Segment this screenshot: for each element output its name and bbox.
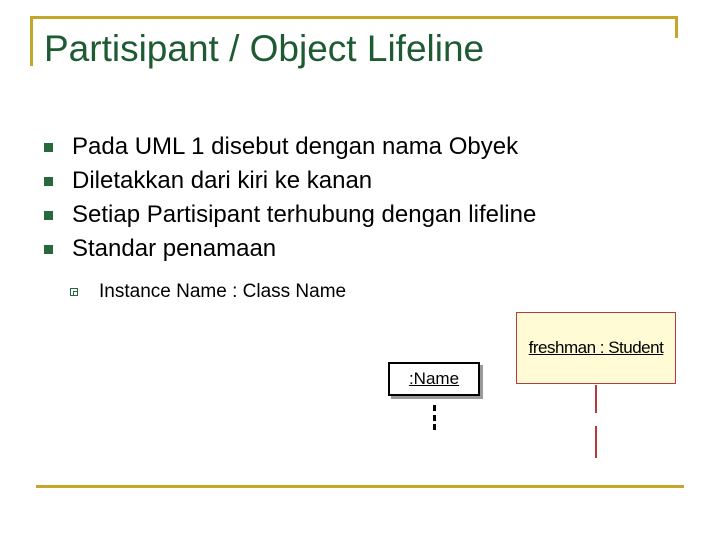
- square-bullet-icon: [44, 211, 53, 220]
- sub-bullet-item: [70, 280, 346, 304]
- lifeline-dash: [433, 415, 436, 421]
- object-box: [516, 312, 676, 384]
- frame-top-rule: [30, 16, 678, 19]
- bullet-text: Diletakkan dari kiri ke kanan: [72, 167, 373, 194]
- lifeline-dash: [433, 424, 436, 430]
- object-label: freshman : Student: [528, 338, 664, 357]
- square-bullet-icon: [44, 245, 53, 254]
- bullet-list: [44, 132, 536, 268]
- uml-lifeline-example-student: [516, 312, 676, 384]
- bullet-item: [44, 166, 536, 200]
- slide-title: Partisipant / Object Lifeline: [44, 28, 485, 69]
- uml-lifeline-example-name: [388, 362, 480, 396]
- frame-bottom-rule: [36, 485, 684, 488]
- object-box: [388, 362, 480, 396]
- square-bullet-icon: [44, 177, 53, 186]
- bullet-text: Pada UML 1 disebut dengan nama Obyek: [72, 133, 519, 160]
- lifeline-dash: [433, 405, 436, 411]
- sub-bullet-text: Instance Name : Class Name: [99, 281, 347, 302]
- object-label: :Name: [408, 369, 460, 388]
- frame-left-rule: [30, 16, 33, 66]
- lifeline-segment: [595, 385, 597, 413]
- bullet-item: [44, 132, 536, 166]
- lifeline-segment: [595, 426, 597, 458]
- bullet-text: Standar penamaan: [72, 235, 277, 262]
- bullet-item: [44, 234, 536, 268]
- bullet-item: [44, 200, 536, 234]
- frame-right-rule: [675, 16, 678, 38]
- bullet-text: Setiap Partisipant terhubung dengan lifeline: [72, 201, 537, 228]
- square-bullet-icon: [44, 143, 53, 152]
- hollow-square-bullet-icon: [70, 288, 78, 296]
